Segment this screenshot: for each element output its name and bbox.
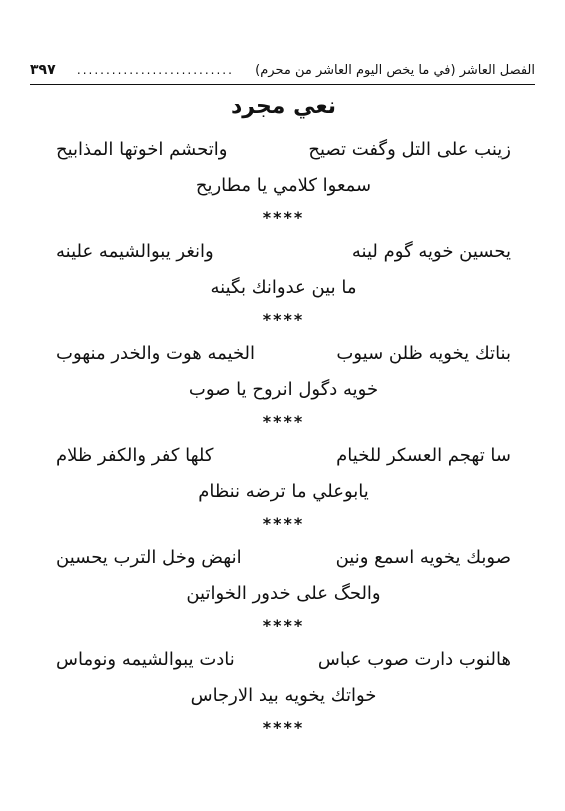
- hemistich-left: وانغر يبوالشيمه علينه: [56, 241, 214, 262]
- hemistich-left: نادت يبوالشيمه ونوماس: [56, 649, 235, 670]
- hemistich-left: كلها كفر والكفر ظلام: [56, 445, 214, 466]
- stanza: [56, 438, 511, 540]
- refrain-line: والحگ على خدور الخواتين: [186, 583, 381, 604]
- stanza: [56, 642, 511, 744]
- stanza-separator: ****: [262, 208, 305, 227]
- stanza-separator: ****: [262, 514, 305, 533]
- poem-body: [56, 92, 511, 744]
- stanza-separator: ****: [262, 616, 305, 635]
- refrain-line: ما بين عدوانك بگينه: [210, 277, 357, 298]
- header-dot-leader: ...........................: [76, 63, 234, 77]
- verse-line: [56, 438, 511, 474]
- stanza-separator: ****: [262, 310, 305, 329]
- chapter-title: الفصل العاشر (في ما يخص اليوم العاشر من محرم): [255, 62, 535, 78]
- refrain-line: يابوعلي ما ترضه ننظام: [198, 481, 369, 502]
- verse-line: [56, 540, 511, 576]
- verse-line: [56, 336, 511, 372]
- stanza: [56, 132, 511, 234]
- stanza-separator: ****: [262, 412, 305, 431]
- refrain-line: سمعوا كلامي يا مطاريح: [195, 175, 372, 196]
- stanza-separator: ****: [262, 718, 305, 737]
- verse-line: [56, 132, 511, 168]
- refrain-line: خويه دگول انروح يا صوب: [188, 379, 379, 400]
- stanza: [56, 540, 511, 642]
- stanza: [56, 336, 511, 438]
- hemistich-left: الخيمه هوت والخدر منهوب: [56, 343, 256, 364]
- hemistich-left: انهض وخل الترب يحسين: [56, 547, 242, 568]
- hemistich-left: واتحشم اخوتها المذابيح: [56, 139, 228, 160]
- verse-line: [56, 234, 511, 270]
- hemistich-right: هالنوب دارت صوب عباس: [317, 649, 511, 670]
- hemistich-right: بناتك يخويه ظلن سيوب: [336, 343, 511, 364]
- poem-title: نعي مجرد: [230, 94, 337, 119]
- running-header: [30, 60, 535, 80]
- verse-line: [56, 642, 511, 678]
- stanza: [56, 234, 511, 336]
- hemistich-right: يحسين خويه گوم لينه: [351, 241, 511, 262]
- header-rule: [30, 84, 535, 85]
- refrain-line: خواتك يخويه بيد الارجاس: [190, 685, 377, 706]
- hemistich-right: سا تهجم العسكر للخيام: [336, 445, 511, 466]
- page-number: ٣٩٧: [30, 62, 56, 78]
- hemistich-right: صوبك يخويه اسمع ونين: [335, 547, 511, 568]
- hemistich-right: زينب على التل وگفت تصيح: [308, 139, 511, 160]
